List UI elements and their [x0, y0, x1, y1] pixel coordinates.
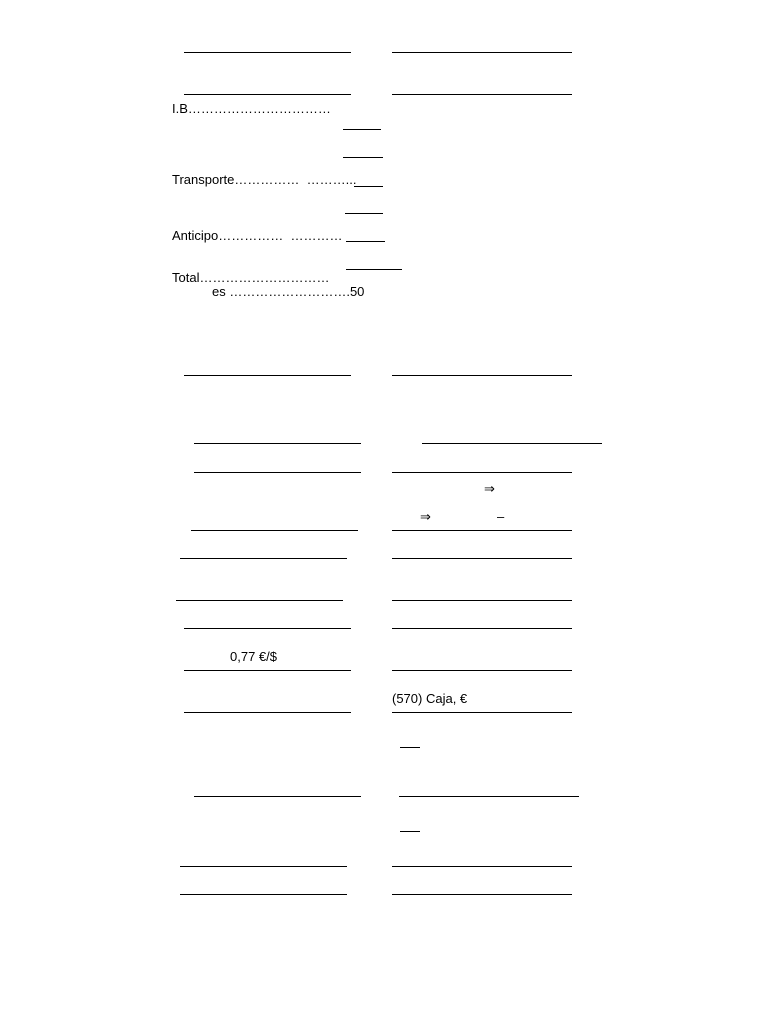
ledger-rule: [180, 894, 347, 895]
dash-mark: –: [497, 509, 505, 524]
ledger-rule: [392, 600, 572, 601]
ledger-rule: [392, 375, 572, 376]
ledger-rule: [392, 530, 572, 531]
ledger-rule: [392, 866, 572, 867]
ledger-rule: [194, 443, 361, 444]
ledger-rule: [176, 600, 343, 601]
ledger-rule: [392, 472, 572, 473]
short-rule: [400, 747, 420, 748]
amount-rule: [343, 157, 383, 158]
ledger-rule: [392, 94, 572, 95]
ledger-rule: [422, 443, 602, 444]
ledger-rule: [180, 558, 347, 559]
ledger-rule: [184, 375, 351, 376]
ib-label: I.B……………………………: [172, 101, 331, 116]
anticipo-label: Anticipo…………… …………: [172, 228, 343, 243]
short-rule: [400, 831, 420, 832]
ledger-rule: [392, 52, 572, 53]
ledger-rule: [180, 866, 347, 867]
caja-account-label: (570) Caja, €: [392, 691, 468, 706]
amount-rule: [346, 241, 385, 242]
amount-rule: [343, 129, 381, 130]
ledger-rule: [191, 530, 358, 531]
ledger-rule: [184, 94, 351, 95]
ledger-rule: [184, 628, 351, 629]
amount-rule: [345, 213, 383, 214]
ledger-rule: [392, 670, 572, 671]
ledger-rule: [392, 894, 572, 895]
total-label: Total…………………………: [172, 270, 330, 285]
amount-rule: [354, 186, 383, 187]
ledger-rule: [392, 558, 572, 559]
ledger-rule: [392, 628, 572, 629]
ledger-rule: [184, 52, 351, 53]
amount-rule: [346, 269, 402, 270]
arrow-icon: ⇒: [420, 509, 431, 524]
es-label: es ……………………….50: [212, 284, 365, 299]
ledger-rule: [392, 712, 572, 713]
exchange-rate: 0,77 €/$: [230, 649, 277, 664]
transporte-label: Transporte…………… ………...: [172, 172, 357, 187]
ledger-rule: [184, 712, 351, 713]
ledger-rule: [194, 472, 361, 473]
ledger-rule: [184, 670, 351, 671]
ledger-rule: [399, 796, 579, 797]
ledger-rule: [194, 796, 361, 797]
arrow-icon: ⇒: [484, 481, 495, 496]
